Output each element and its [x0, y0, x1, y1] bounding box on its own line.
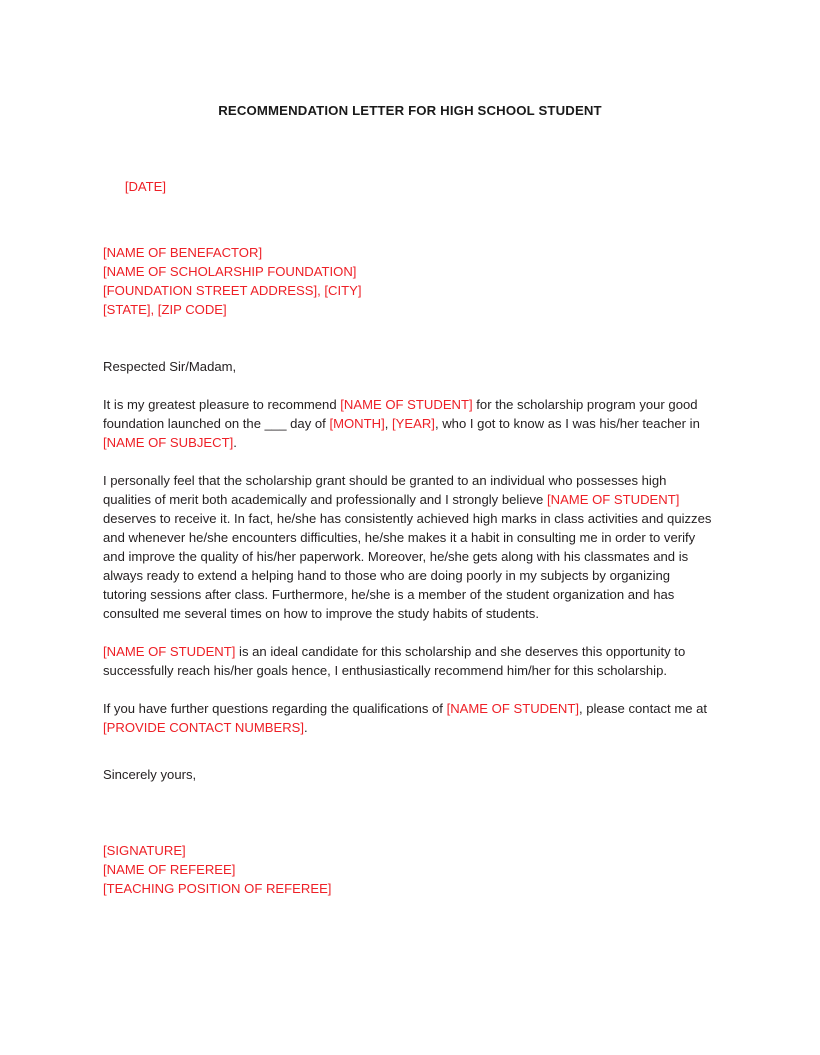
p4-contact-placeholder: [PROVIDE CONTACT NUMBERS] [103, 720, 305, 735]
p4-segment-2: , please contact me at [578, 701, 708, 716]
p1-year-placeholder: [YEAR] [392, 416, 435, 431]
p2-student-placeholder: [NAME OF STUDENT] [546, 492, 680, 507]
p2-segment-2: deserves to receive it. In fact, he/she has consistently achieved high marks in class activities and quizzes and whenever he/she encounters difficulties, he/she makes it a habit in consulting me in order to verify and improve the quality of his/her paperwork. Moreover, he/she gets along with his classmates and is always ready to extend a helping hand to those who are doing poorly in my subjects by organizing tutoring sessions after class. Furthermore, he/she is a member of the student organization and has consulted me several times on how to improve the study habits of students. [103, 511, 712, 621]
spacer-after-p1 [103, 452, 715, 471]
p1-period: . [233, 435, 237, 450]
letter-body [103, 158, 715, 898]
paragraph-2 [103, 471, 715, 623]
spacer-after-p3 [103, 680, 715, 699]
recipient-line-benefactor: [NAME OF BENEFACTOR] [103, 245, 263, 260]
date-placeholder: [DATE] [124, 179, 167, 194]
p1-comma-1: , [384, 416, 393, 431]
paragraph-1 [103, 395, 715, 452]
p2-segment-1: I personally feel that the scholarship grant should be granted to an individual who possesses high qualities of merit both academically and professionally and I strongly believe [103, 473, 667, 507]
p3-student-placeholder: [NAME OF STUDENT] [103, 644, 236, 659]
p3-segment-1: is an ideal candidate for this scholarship and she deserves this opportunity to successfully reach his/her goals hence, I enthusiastically recommend him/her for this scholarship. [103, 644, 686, 678]
closing-salutation: Sincerely yours, [103, 767, 197, 782]
p1-subject-placeholder: [NAME OF SUBJECT] [103, 435, 234, 450]
paragraph-3 [103, 642, 715, 680]
signature-block [103, 841, 715, 898]
recipient-line-street-city: [FOUNDATION STREET ADDRESS], [CITY] [103, 283, 362, 298]
p1-segment-1: It is my greatest pleasure to recommend [103, 397, 341, 412]
p4-student-placeholder: [NAME OF STUDENT] [446, 701, 579, 716]
p4-period: . [304, 720, 308, 735]
spacer-after-date [103, 215, 715, 243]
spacer-before-closing [103, 737, 715, 765]
p1-segment-2: for the scholarship program your good foundation launched on the [103, 397, 698, 431]
referee-position-placeholder: [TEACHING POSITION OF REFEREE] [103, 881, 332, 896]
recipient-line-state-zip: [STATE], [ZIP CODE] [103, 302, 227, 317]
spacer-after-address [103, 319, 715, 357]
salutation: Respected Sir/Madam, [103, 359, 237, 374]
paragraph-4 [103, 699, 715, 737]
spacer-after-p2 [103, 623, 715, 642]
recipient-address-block [103, 243, 715, 319]
p1-month-placeholder: [MONTH] [329, 416, 385, 431]
date-line [103, 158, 715, 215]
p1-day-blank: ___ [264, 416, 287, 431]
referee-name-placeholder: [NAME OF REFEREE] [103, 862, 236, 877]
page-title: RECOMMENDATION LETTER FOR HIGH SCHOOL STUDENT [218, 103, 602, 118]
p1-segment-3: day of [286, 416, 330, 431]
p1-student-placeholder: [NAME OF STUDENT] [340, 397, 473, 412]
spacer-signature-gap [103, 784, 715, 841]
signature-placeholder: [SIGNATURE] [103, 843, 186, 858]
p4-segment-1: If you have further questions regarding the qualifications of [103, 701, 447, 716]
recipient-line-foundation: [NAME OF SCHOLARSHIP FOUNDATION] [103, 264, 357, 279]
spacer-after-salutation [103, 376, 715, 395]
p1-segment-4: , who I got to know as I was his/her teacher in [434, 416, 700, 431]
